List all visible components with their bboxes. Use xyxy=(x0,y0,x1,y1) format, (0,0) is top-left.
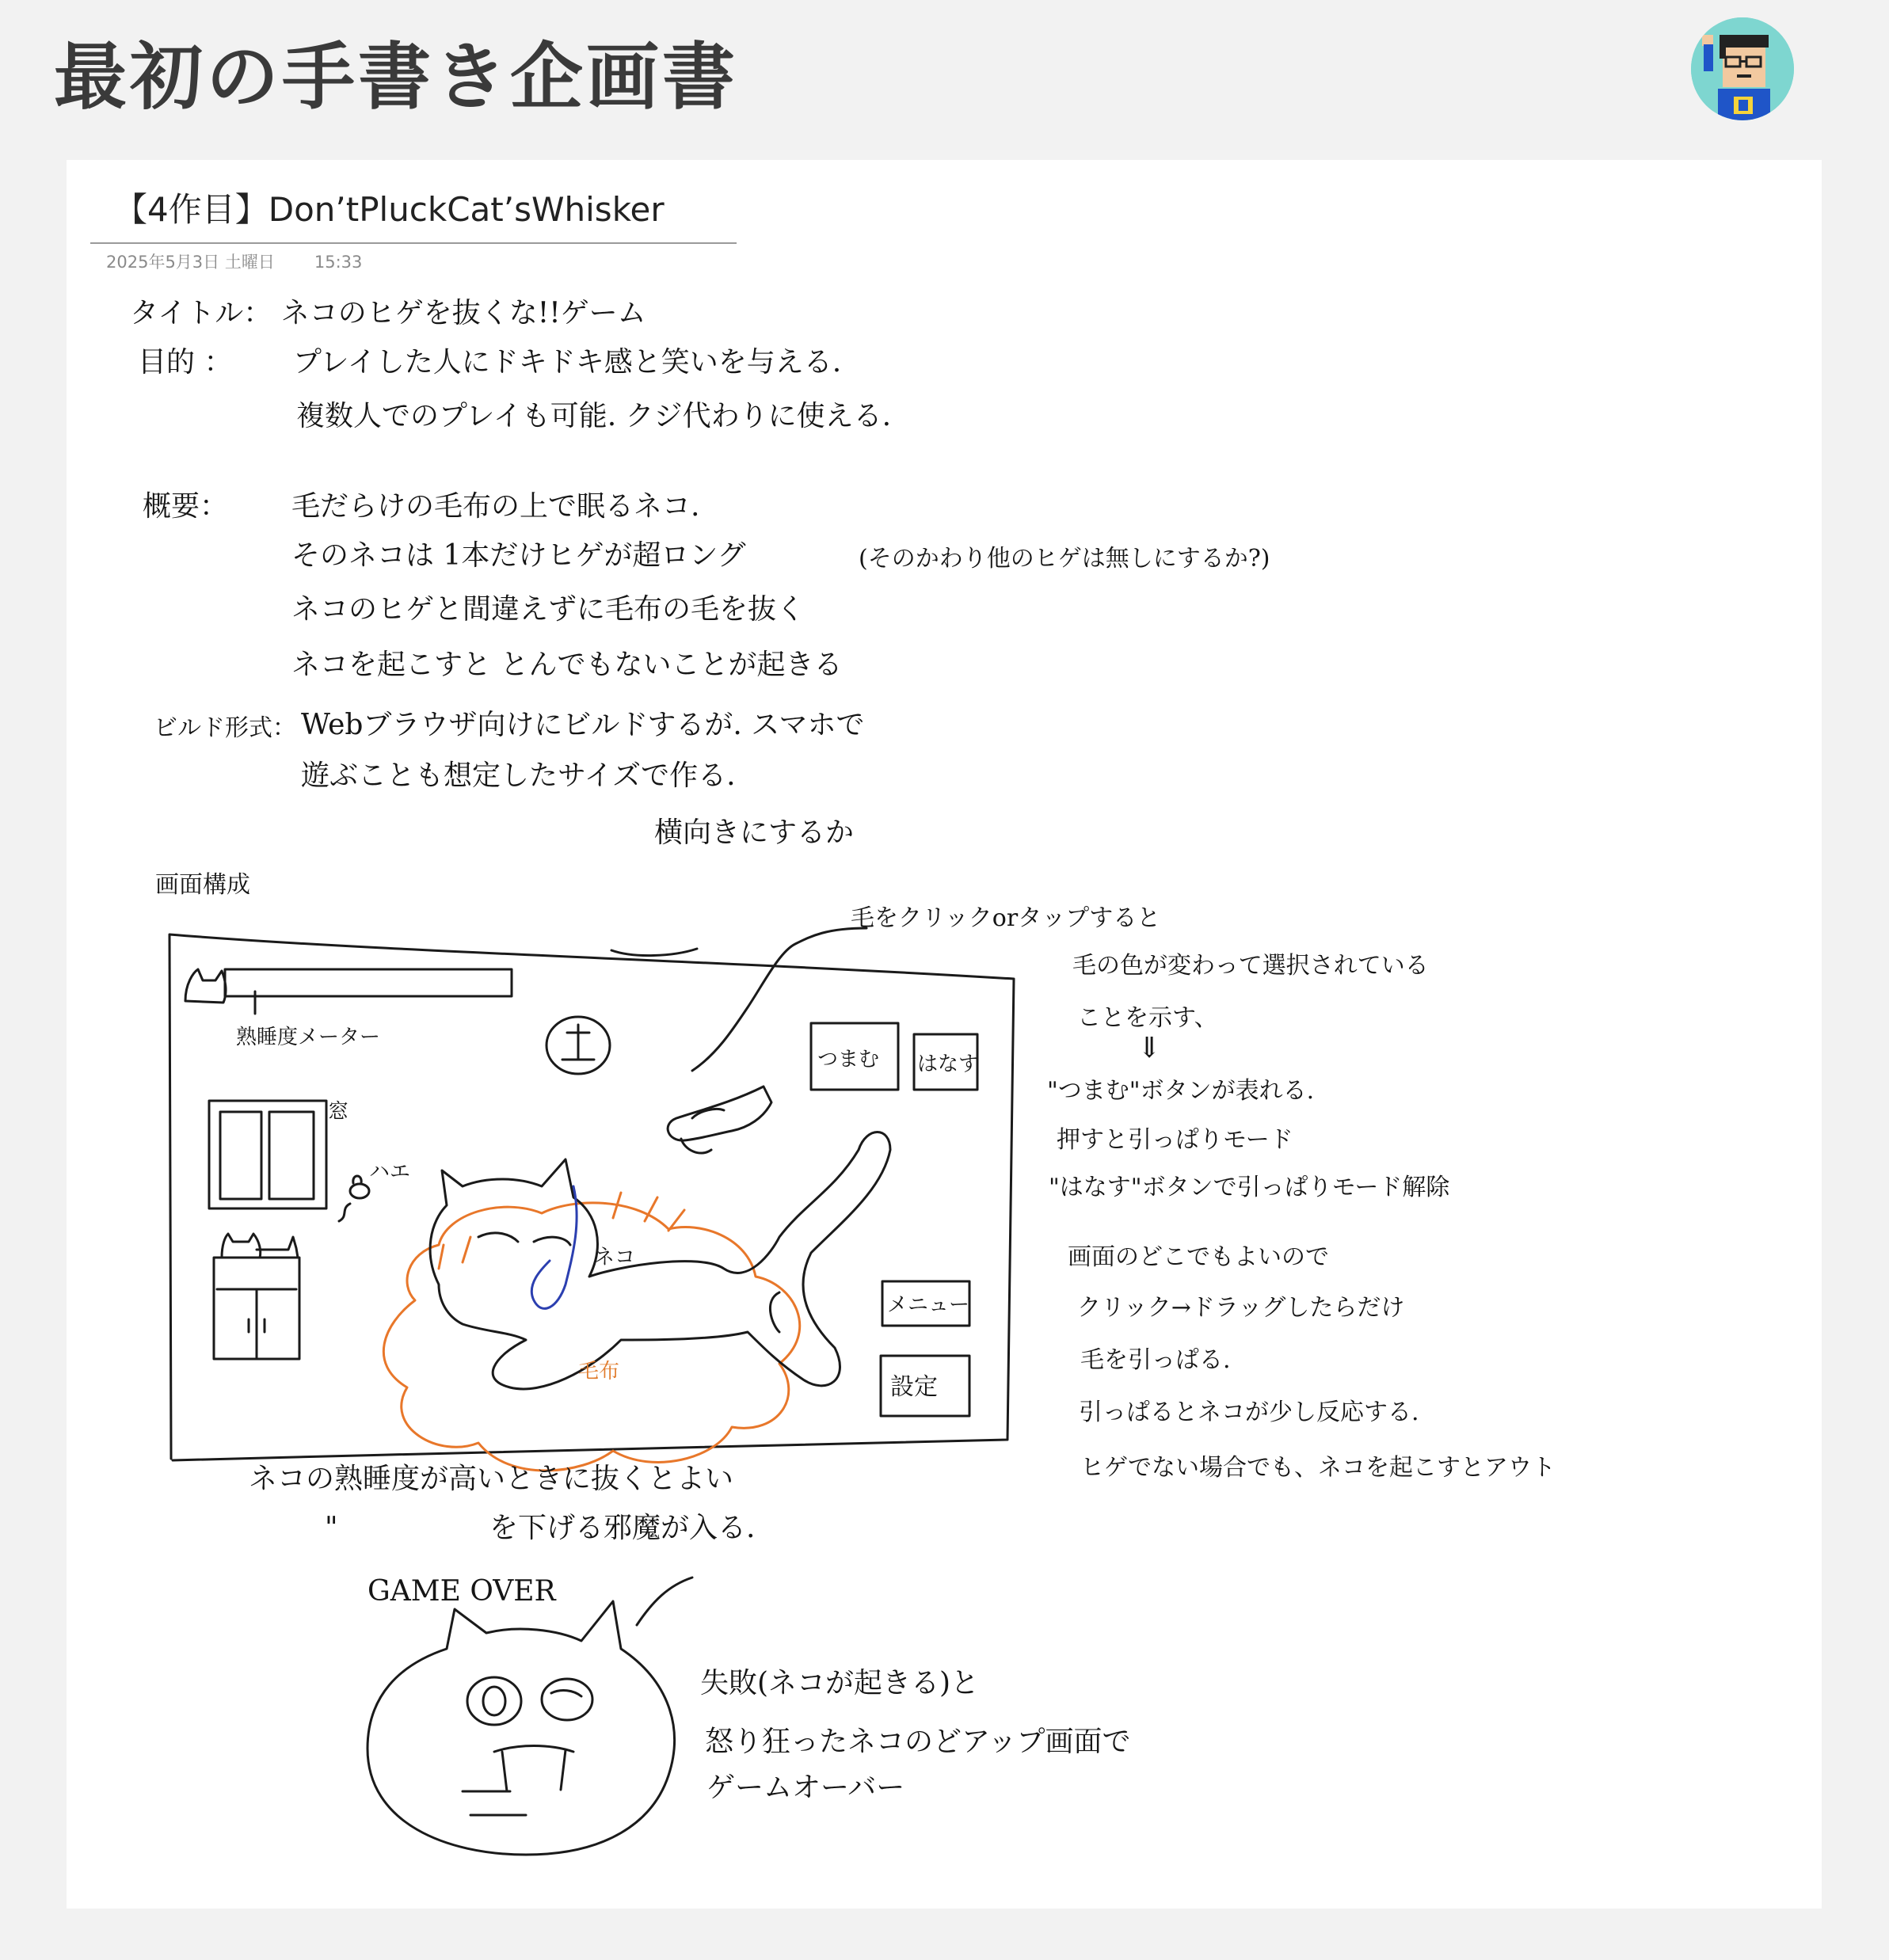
annotation-1: 毛をクリックorタップすると xyxy=(851,904,1161,932)
annotation-7: 画面のどこでもよいので xyxy=(1068,1243,1329,1271)
menu-button-label: メニュー xyxy=(887,1293,970,1317)
release-button-label: はなす xyxy=(917,1052,980,1076)
pinch-button-label: つまむ xyxy=(817,1048,880,1071)
angry-cat-sketch xyxy=(368,1601,675,1855)
purpose-label: 目的 ： xyxy=(138,346,233,379)
purpose-line-2: 複数人でのプレイも可能. クジ代わりに使える. xyxy=(296,400,892,432)
failure-line-3: ゲームオーバー xyxy=(706,1772,905,1804)
page-title: 最初の手書き企画書 xyxy=(54,35,739,120)
window-label: 窓 xyxy=(328,1100,349,1124)
blanket-label: 毛布 xyxy=(578,1360,620,1383)
cat-label: ネコ xyxy=(594,1246,636,1269)
note-sheet xyxy=(67,160,1822,1909)
fly-label: ハエ xyxy=(369,1160,411,1184)
game-over-text: GAME OVER xyxy=(368,1575,556,1608)
failure-line-2: 怒り狂ったネコのどアップ画面で xyxy=(705,1726,1131,1758)
pixel-avatar-icon xyxy=(1691,17,1794,120)
annotation-arrow: ⇓ xyxy=(1137,1032,1162,1064)
below-sketch-line-2: を下げる邪魔が入る. xyxy=(489,1512,756,1544)
build-line-2: 遊ぶことも想定したサイズで作る. xyxy=(301,759,736,792)
sleep-meter-bar xyxy=(225,969,512,996)
settings-button-label: 設定 xyxy=(890,1373,938,1401)
overview-line-4: ネコを起こすと とんでもないことが起きる xyxy=(291,649,843,681)
fly-sketch xyxy=(350,1184,369,1198)
annotation-2: 毛の色が変わって選択されている xyxy=(1072,952,1429,980)
annotation-9: 毛を引っぱる. xyxy=(1080,1346,1231,1374)
build-line-3: 横向きにするか xyxy=(654,816,855,849)
window-sketch xyxy=(209,1101,326,1208)
below-sketch-ditto: " xyxy=(325,1512,338,1544)
overview-line-2-note: (そのかわり他のヒゲは無しにするか?) xyxy=(859,545,1270,573)
blanket-outline xyxy=(383,1203,799,1471)
overview-line-3: ネコのヒゲと間違えずに毛布の毛を抜く xyxy=(291,593,805,626)
screen-layout-label: 画面構成 xyxy=(155,871,250,899)
annotation-4: "つまむ"ボタンが表れる. xyxy=(1047,1077,1315,1105)
annotation-11: ヒゲでない場合でも、ネコを起こすとアウト xyxy=(1080,1454,1556,1482)
below-sketch-line-1: ネコの熟睡度が高いときに抜くとよい xyxy=(249,1463,734,1495)
annotation-3: ことを示す、 xyxy=(1077,1004,1218,1032)
purpose-line-1: プレイした人にドキドキ感と笑いを与える. xyxy=(293,346,842,379)
annotation-6: "はなす"ボタンで引っぱりモード解除 xyxy=(1049,1174,1450,1201)
note-title: 【4作目】Don’tPluckCat’sWhisker xyxy=(114,190,665,229)
title-line: タイトル： ネコのヒゲを抜くな!!ゲーム xyxy=(130,297,646,329)
hand-cursor xyxy=(668,1087,771,1140)
annotation-5: 押すと引っぱりモード xyxy=(1057,1126,1293,1154)
annotation-8: クリック→ドラッグしたらだけ xyxy=(1077,1294,1405,1322)
overview-line-2: そのネコは 1本だけヒゲが超ロング xyxy=(291,539,746,572)
build-label: ビルド形式： xyxy=(154,714,296,742)
annotation-10: 引っぱるとネコが少し反応する. xyxy=(1079,1399,1419,1426)
note-time: 15:33 xyxy=(314,253,363,272)
failure-line-1: 失敗(ネコが起きる)と xyxy=(700,1667,980,1699)
cat-head-icon xyxy=(185,969,226,1003)
overview-label: 概要： xyxy=(143,490,229,523)
sleeping-cat xyxy=(430,1132,890,1389)
overview-line-1: 毛だらけの毛布の上で眠るネコ. xyxy=(291,490,700,523)
build-line-1: Webブラウザ向けにビルドするが. スマホで xyxy=(301,709,865,741)
sleep-meter-label: 熟睡度メーター xyxy=(236,1026,381,1049)
note-date: 2025年5月3日 土曜日 xyxy=(106,253,275,272)
avatar xyxy=(1691,17,1794,120)
